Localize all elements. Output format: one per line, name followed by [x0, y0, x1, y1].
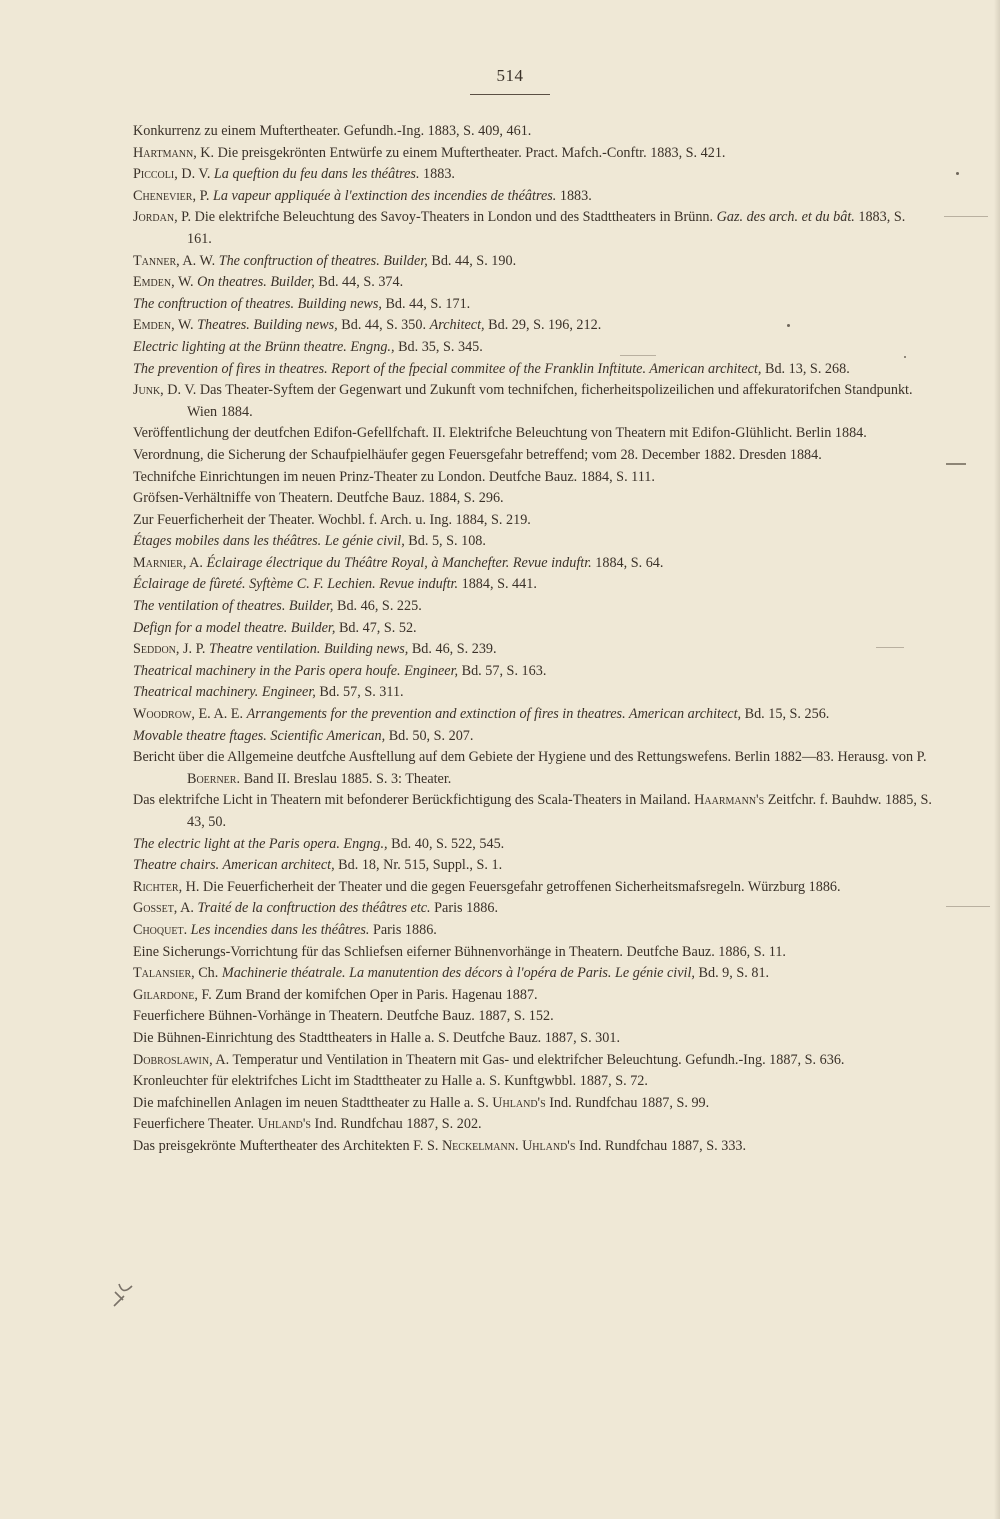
entry-text: Ind. Rundfchau 1887, S. 202.	[310, 1116, 482, 1133]
margin-mark	[620, 355, 656, 356]
bibliography-entry	[133, 1114, 933, 1136]
bibliography-entry	[133, 315, 933, 337]
bibliography-entry	[133, 1093, 933, 1115]
bibliography-entry	[133, 294, 933, 316]
entry-author-text: Marnier,	[133, 554, 187, 571]
bibliography-entry	[133, 164, 933, 186]
entry-text: W.	[174, 317, 198, 334]
entry-title-text: Éclairage de fûreté. Syftème C. F. Lechien. Revue induftr.	[133, 576, 459, 593]
entry-text: A.	[177, 900, 198, 917]
entry-author-text: Emden,	[133, 274, 175, 291]
entry-title-text: Theatre ventilation. Building news,	[209, 641, 409, 658]
entry-text: Das preisgekrönte Muftertheater des Architekten F. S.	[133, 1137, 442, 1154]
entry-text: Die Bühnen-Einrichtung des Stadttheaters in Halle a. S. Deutfche Bauz. 1887, S. 301.	[133, 1029, 620, 1046]
entry-text: Paris 1886.	[430, 900, 498, 917]
entry-text: 1884, S. 441.	[458, 576, 537, 593]
entry-text: Bd. 44, S. 350.	[337, 317, 430, 334]
bibliography-entry	[133, 618, 933, 640]
entry-text: Bd. 40, S. 522, 545.	[387, 835, 505, 852]
page-edge-shadow	[994, 0, 1000, 1519]
entry-text: Bd. 18, Nr. 515, Suppl., S. 1.	[334, 857, 503, 874]
entry-title-text: The prevention of fires in theatres. Report of the fpecial commitee of the Franklin Inftitute. American architect,	[133, 360, 762, 377]
entry-title-text: Architect,	[429, 317, 485, 334]
entry-text: D. V. Das Theater-Syftem der Gegenwart und Zukunft vom technifchen, ficherheitspolizeilichen und affekuratorifchen Standpunkt. Wien 1884.	[163, 382, 913, 420]
bibliography-entry	[133, 963, 933, 985]
bibliography-entry	[133, 790, 933, 833]
entry-author-text: Tanner,	[133, 252, 180, 269]
bibliography-entry	[133, 942, 933, 964]
bibliography-entry	[133, 834, 933, 856]
entry-text: 1883.	[556, 187, 592, 204]
entry-title-text: Theatre chairs. American architect,	[133, 857, 335, 874]
entry-author-text: Dobroslawin,	[133, 1051, 213, 1068]
entry-text: Ind. Rundfchau 1887, S. 333.	[575, 1137, 747, 1154]
entry-text: Bd. 46, S. 225.	[333, 598, 422, 615]
entry-title-text: Machinerie théatrale. La manutention des décors à l'opéra de Paris. Le génie civil,	[221, 965, 695, 982]
entry-title-text: Theatres. Building news,	[197, 317, 338, 334]
entry-text: A. Temperatur und Ventilation in Theatern mit Gas- und elektrifcher Beleuchtung. Gefundh.-Ing. 1887, S. 636.	[212, 1051, 845, 1068]
entry-text: Bericht über die Allgemeine deutfche Ausftellung auf dem Gebiete der Hygiene und des Rettungswefens. Berlin 1882—83. Herausg. von P.	[133, 749, 927, 766]
entry-author-text: Hartmann,	[133, 144, 197, 161]
entry-text: Bd. 9, S. 81.	[694, 965, 770, 982]
entry-title-text: The conftruction of theatres. Building news,	[133, 295, 382, 312]
entry-text: Bd. 5, S. 108.	[404, 533, 486, 550]
entry-text: Konkurrenz zu einem Muftertheater. Gefundh.-Ing. 1883, S. 409, 461.	[133, 123, 532, 139]
entry-title-text: La queftion du feu dans les théâtres.	[213, 166, 420, 183]
entry-text: Band II. Breslau 1885. S. 3: Theater.	[240, 770, 452, 787]
bibliography-entry	[133, 207, 933, 250]
bibliography-entry	[133, 488, 933, 510]
entry-text: P. Die elektrifche Beleuchtung des Savoy-Theaters in London und des Stadttheaters in Brünn.	[177, 209, 717, 226]
entry-text: K. Die preisgekrönten Entwürfe zu einem Muftertheater. Pract. Mafch.-Conftr. 1883, S. 421.	[196, 144, 726, 161]
bibliography-entry	[133, 877, 933, 899]
entry-title-text: Electric lighting at the Brünn theatre. Engng.,	[133, 338, 395, 355]
bibliography-entry	[133, 1136, 933, 1158]
entry-text: Kronleuchter für elektrifches Licht im Stadttheater zu Halle a. S. Kunftgwbbl. 1887, S. 72.	[133, 1073, 648, 1090]
entry-title-text: Traité de la conftruction des théâtres etc.	[197, 900, 431, 917]
entry-text: Bd. 15, S. 256.	[741, 706, 830, 723]
entry-title-text: The electric light at the Paris opera. Engng.,	[133, 835, 388, 852]
entry-text: Zur Feuerficherheit der Theater. Wochbl. f. Arch. u. Ing. 1884, S. 219.	[133, 511, 531, 528]
bibliography-entry	[133, 1050, 933, 1072]
entry-text: Zeitfchr. f. Bauhdw. 1885, S. 43, 50.	[187, 792, 932, 830]
bibliography-entry	[133, 445, 933, 467]
entry-author-text: Gilardone,	[133, 986, 198, 1003]
entry-text: J. P.	[179, 641, 210, 658]
entry-text: Die mafchinellen Anlagen im neuen Stadttheater zu Halle a. S.	[133, 1094, 493, 1111]
entry-text: Verordnung, die Sicherung der Schaufpielhäufer gegen Feuersgefahr betreffend; vom 28. December 1882. Dresden 1884.	[133, 446, 822, 463]
entry-author-text: Boerner.	[187, 770, 241, 787]
entry-author-text: Emden,	[133, 317, 175, 334]
entry-title-text: Arrangements for the prevention and extinction of fires in theatres. American architect,	[246, 706, 742, 723]
bibliography-entry	[133, 121, 933, 143]
margin-mark	[944, 216, 988, 217]
entry-text: H. Die Feuerficherheit der Theater und die gegen Feuersgefahr getroffenen Sicherheitsmafsregeln. Würzburg 1886.	[182, 878, 841, 895]
entry-title-text: Defign for a model theatre. Builder,	[133, 619, 336, 636]
page-number-rule	[470, 94, 550, 95]
entry-text: F. Zum Brand der komifchen Oper in Paris. Hagenau 1887.	[197, 986, 538, 1003]
entry-text: Bd. 44, S. 374.	[314, 274, 404, 291]
entry-text: 1883.	[419, 166, 455, 183]
ink-speck	[956, 172, 959, 175]
bibliography-entry	[133, 574, 933, 596]
bibliography-entry	[133, 423, 933, 445]
margin-mark	[946, 906, 990, 907]
entry-author-text: Woodrow,	[133, 706, 195, 723]
entry-text: Ind. Rundfchau 1887, S. 99.	[545, 1094, 710, 1111]
entry-text: Bd. 35, S. 345.	[394, 338, 483, 355]
entry-author-text: Chenevier,	[133, 187, 197, 204]
entry-text: Veröffentlichung der deutfchen Edifon-Gefellfchaft. II. Elektrifche Beleuchtung von Theatern mit Edifon-Glühlicht. Berlin 1884.	[133, 425, 867, 442]
entry-text: Ch.	[194, 965, 222, 982]
entry-text: Technifche Einrichtungen im neuen Prinz-Theater zu London. Deutfche Bauz. 1884, S. 111.	[133, 468, 655, 485]
bibliography-entry	[133, 985, 933, 1007]
entry-author-text: Seddon,	[133, 641, 180, 658]
entry-text: Das elektrifche Licht in Theatern mit befonderer Berückfichtigung des Scala-Theaters in Mailand.	[133, 792, 695, 809]
bibliography-entry	[133, 337, 933, 359]
entry-title-text: The ventilation of theatres. Builder,	[133, 598, 334, 615]
margin-mark	[876, 647, 904, 648]
entry-text: Paris 1886.	[369, 921, 437, 938]
entry-title-text: Movable theatre ftages. Scientific American,	[133, 727, 386, 744]
entry-text: Bd. 44, S. 190.	[427, 252, 517, 269]
entry-title-text: Les incendies dans les théâtres.	[190, 921, 370, 938]
entry-text: A.	[186, 554, 207, 571]
entry-author-text: Jordan,	[133, 209, 178, 226]
bibliography-entry	[133, 855, 933, 877]
bibliography-entry	[133, 1028, 933, 1050]
entry-author-text: Richter,	[133, 878, 183, 895]
entry-text: Bd. 47, S. 52.	[335, 619, 417, 636]
bibliography-entry	[133, 682, 933, 704]
entry-title-text: On theatres. Builder,	[197, 274, 315, 291]
entry-text: E. A. E.	[194, 706, 247, 723]
entry-text: Bd. 57, S. 311.	[315, 684, 404, 701]
entry-text: P.	[196, 187, 213, 204]
entry-text: 1883, S. 161.	[187, 209, 906, 247]
bibliography-entry	[133, 1071, 933, 1093]
entry-author-text: Piccoli,	[133, 166, 178, 183]
bibliography-entry	[133, 143, 933, 165]
entry-author-text: Junk,	[133, 382, 164, 399]
entry-author-text: Haarmann's	[694, 792, 765, 809]
entry-text: 1884, S. 64.	[591, 554, 664, 571]
entry-title-text: Étages mobiles dans les théâtres. Le génie civil,	[133, 533, 405, 550]
entry-text: W.	[174, 274, 198, 291]
bibliography-list	[133, 121, 933, 1158]
entry-author-text: Choquet.	[133, 921, 188, 938]
bibliography-entry	[133, 1006, 933, 1028]
entry-title-text: Gaz. des arch. et du bât.	[716, 209, 855, 226]
entry-text: Bd. 50, S. 207.	[385, 727, 474, 744]
entry-text: Bd. 13, S. 268.	[761, 360, 850, 377]
entry-author-text: Neckelmann.	[441, 1137, 519, 1154]
page-number: 514	[496, 66, 524, 85]
bibliography-entry	[133, 380, 933, 423]
bibliography-entry	[133, 186, 933, 208]
entry-title-text: The conftruction of theatres. Builder,	[218, 252, 428, 269]
entry-author-text: Uhland's	[257, 1116, 311, 1133]
bibliography-entry	[133, 510, 933, 532]
entry-text: Bd. 46, S. 239.	[408, 641, 497, 658]
entry-title-text: Theatrical machinery in the Paris opera houfe. Engineer,	[133, 662, 459, 679]
entry-text: Feuerfichere Theater.	[133, 1116, 258, 1133]
entry-title-text: Éclairage électrique du Théâtre Royal, à Manchefter. Revue induftr.	[206, 554, 592, 571]
entry-author-text: Talansier,	[133, 965, 195, 982]
bibliography-entry	[133, 661, 933, 683]
bibliography-entry	[133, 747, 933, 790]
margin-mark	[946, 463, 966, 465]
bibliography-entry	[133, 467, 933, 489]
pencil-check-mark	[112, 1282, 136, 1312]
entry-author-text: Uhland's	[522, 1137, 576, 1154]
ink-speck	[904, 356, 906, 358]
entry-text: Gröfsen-Verhältniffe von Theatern. Deutfche Bauz. 1884, S. 296.	[133, 490, 504, 507]
entry-author-text: Gosset,	[133, 900, 178, 917]
entry-text: Feuerfichere Bühnen-Vorhänge in Theatern. Deutfche Bauz. 1887, S. 152.	[133, 1008, 554, 1025]
bibliography-entry	[133, 704, 933, 726]
bibliography-entry	[133, 553, 933, 575]
bibliography-entry	[133, 272, 933, 294]
entry-text: A. W.	[179, 252, 219, 269]
bibliography-entry	[133, 251, 933, 273]
ink-speck	[787, 324, 790, 327]
bibliography-entry	[133, 596, 933, 618]
entry-text: Bd. 44, S. 171.	[381, 295, 471, 312]
entry-author-text: Uhland's	[492, 1094, 546, 1111]
entry-text: Bd. 57, S. 163.	[458, 662, 547, 679]
entry-text: Eine Sicherungs-Vorrichtung für das Schliefsen eiferner Bühnenvorhänge in Theatern. Deutfche Bauz. 1886, S. 11.	[133, 943, 786, 960]
entry-text: Bd. 29, S. 196, 212.	[484, 317, 602, 334]
bibliography-entry	[133, 726, 933, 748]
bibliography-entry	[133, 531, 933, 553]
bibliography-entry	[133, 359, 933, 381]
bibliography-entry	[133, 639, 933, 661]
entry-text: D. V.	[177, 166, 214, 183]
bibliography-entry	[133, 898, 933, 920]
entry-title-text: La vapeur appliquée à l'extinction des incendies de théâtres.	[212, 187, 557, 204]
entry-title-text: Theatrical machinery. Engineer,	[133, 684, 316, 701]
bibliography-entry	[133, 920, 933, 942]
